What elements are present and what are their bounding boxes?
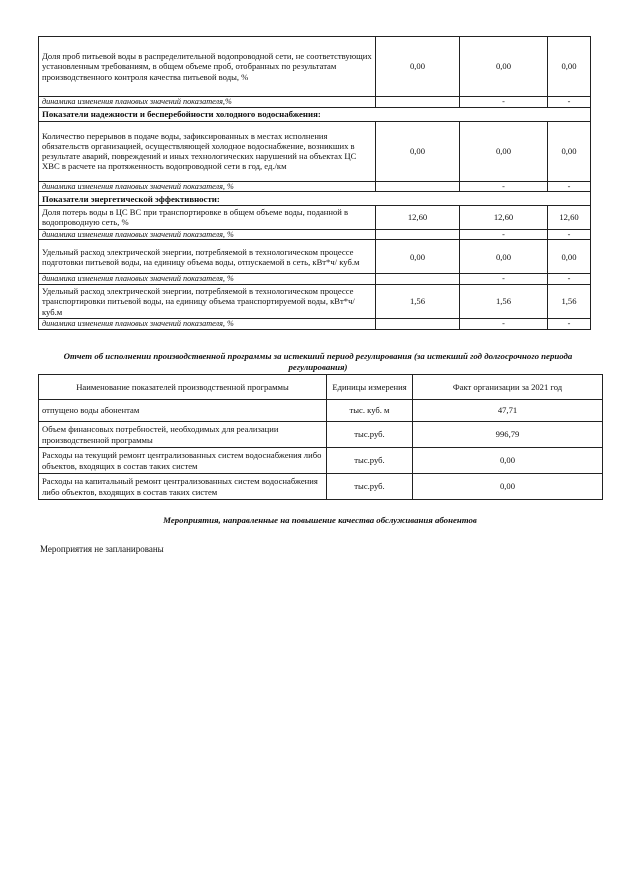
indicator-value: 0,00 bbox=[548, 240, 591, 274]
program-fact-value: 0,00 bbox=[413, 448, 603, 474]
table-row bbox=[39, 448, 603, 474]
report-title: Отчет об исполнении производственной программы за истекший период регулирования (за истекший год долгосрочного периода регулирования) bbox=[63, 351, 573, 372]
dynamics-label: динамика изменения плановых значений показателя, % bbox=[39, 181, 376, 192]
program-indicator-name: отпущено воды абонентам bbox=[39, 400, 327, 422]
indicator-value bbox=[376, 229, 460, 240]
indicator-value: 0,00 bbox=[460, 121, 548, 181]
indicator-value: - bbox=[548, 274, 591, 285]
header-indicator-name: Наименование показателей производственной программы bbox=[39, 375, 327, 400]
indicator-name: Удельный расход электрической энергии, потребляемой в технологическом процессе транспортировки питьевой воды, на единицу объема транспортируемой воды, кВт*ч/ куб.м bbox=[39, 284, 376, 318]
indicator-name: Доля потерь воды в ЦС ВС при транспортировке в общем объеме воды, поданной в водопроводную сеть, % bbox=[39, 206, 376, 229]
program-fact-value: 0,00 bbox=[413, 474, 603, 500]
indicator-value: - bbox=[460, 318, 548, 329]
indicator-value bbox=[376, 181, 460, 192]
indicator-name: Доля проб питьевой воды в распределительной водопроводной сети, не соответствующих установленным требованиям, в общем объеме проб, отобранных по результатам производственного контроля качества питьевой воды, % bbox=[39, 37, 376, 97]
indicator-value: - bbox=[460, 181, 548, 192]
program-unit: тыс.руб. bbox=[327, 474, 413, 500]
dynamics-row bbox=[39, 274, 591, 285]
dynamics-row bbox=[39, 181, 591, 192]
measures-title: Мероприятия, направленные на повышение качества обслуживания абонентов bbox=[163, 515, 477, 525]
indicator-value: - bbox=[548, 181, 591, 192]
indicator-value: 0,00 bbox=[460, 37, 548, 97]
indicator-value: - bbox=[548, 318, 591, 329]
indicator-row bbox=[39, 121, 591, 181]
indicator-value: 0,00 bbox=[376, 37, 460, 97]
program-indicator-name: Расходы на капитальный ремонт централизованных систем водоснабжения либо объектов, входящих в состав таких систем bbox=[39, 474, 327, 500]
indicator-value: 12,60 bbox=[548, 206, 591, 229]
dynamics-label: динамика изменения плановых значений показателя,% bbox=[39, 97, 376, 108]
table-header-row bbox=[39, 375, 603, 400]
section-title: Показатели надежности и бесперебойности холодного водоснабжения: bbox=[39, 107, 591, 121]
program-fact-value: 47,71 bbox=[413, 400, 603, 422]
indicator-value: 0,00 bbox=[376, 121, 460, 181]
indicator-value: 12,60 bbox=[460, 206, 548, 229]
indicator-row bbox=[39, 37, 591, 97]
table-row bbox=[39, 422, 603, 448]
dynamics-label: динамика изменения плановых значений показателя, % bbox=[39, 274, 376, 285]
dynamics-row bbox=[39, 318, 591, 329]
indicator-value: 1,56 bbox=[548, 284, 591, 318]
indicator-value: 1,56 bbox=[460, 284, 548, 318]
indicator-row bbox=[39, 284, 591, 318]
program-indicator-name: Объем финансовых потребностей, необходимых для реализации производственной программы bbox=[39, 422, 327, 448]
program-unit: тыс.руб. bbox=[327, 422, 413, 448]
indicator-value: - bbox=[460, 97, 548, 108]
indicator-row bbox=[39, 240, 591, 274]
dynamics-row bbox=[39, 229, 591, 240]
indicator-value: - bbox=[548, 97, 591, 108]
indicator-value: 0,00 bbox=[376, 240, 460, 274]
production-program-table bbox=[38, 374, 603, 500]
dynamics-row bbox=[39, 97, 591, 108]
indicator-name: Количество перерывов в подаче воды, зафиксированных в местах исполнения обязательств организацией, осуществляющей холодное водоснабжение, возникших в результате аварий, повреждений и иных технологических нарушений на объектах ЦС ХВС в расчете на протяженность водопроводной сети в год, ед./км bbox=[39, 121, 376, 181]
section-title: Показатели энергетической эффективности: bbox=[39, 192, 591, 206]
indicator-value: 0,00 bbox=[548, 37, 591, 97]
indicator-value: 0,00 bbox=[548, 121, 591, 181]
table-row bbox=[39, 474, 603, 500]
dynamics-label: динамика изменения плановых значений показателя, % bbox=[39, 318, 376, 329]
indicators-table bbox=[38, 36, 591, 330]
dynamics-label: динамика изменения плановых значений показателя, % bbox=[39, 229, 376, 240]
indicator-value: - bbox=[460, 229, 548, 240]
indicator-row bbox=[39, 206, 591, 229]
program-indicator-name: Расходы на текущий ремонт централизованных систем водоснабжения либо объектов, входящих в состав таких систем bbox=[39, 448, 327, 474]
table-row bbox=[39, 400, 603, 422]
indicator-name: Удельный расход электрической энергии, потребляемой в технологическом процессе подготовки питьевой воды, на единицу объема воды, отпускаемой в сеть, кВт*ч/ куб.м bbox=[39, 240, 376, 274]
measures-text: Мероприятия не запланированы bbox=[40, 544, 164, 554]
header-unit: Единицы измерения bbox=[327, 375, 413, 400]
indicator-value bbox=[376, 274, 460, 285]
indicator-value: - bbox=[460, 274, 548, 285]
section-header-row bbox=[39, 192, 591, 206]
indicator-value bbox=[376, 97, 460, 108]
header-fact: Факт организации за 2021 год bbox=[413, 375, 603, 400]
indicator-value: 1,56 bbox=[376, 284, 460, 318]
program-unit: тыс.руб. bbox=[327, 448, 413, 474]
indicator-value bbox=[376, 318, 460, 329]
indicator-value: - bbox=[548, 229, 591, 240]
indicator-value: 12,60 bbox=[376, 206, 460, 229]
program-fact-value: 996,79 bbox=[413, 422, 603, 448]
indicator-value: 0,00 bbox=[460, 240, 548, 274]
section-header-row bbox=[39, 107, 591, 121]
program-unit: тыс. куб. м bbox=[327, 400, 413, 422]
